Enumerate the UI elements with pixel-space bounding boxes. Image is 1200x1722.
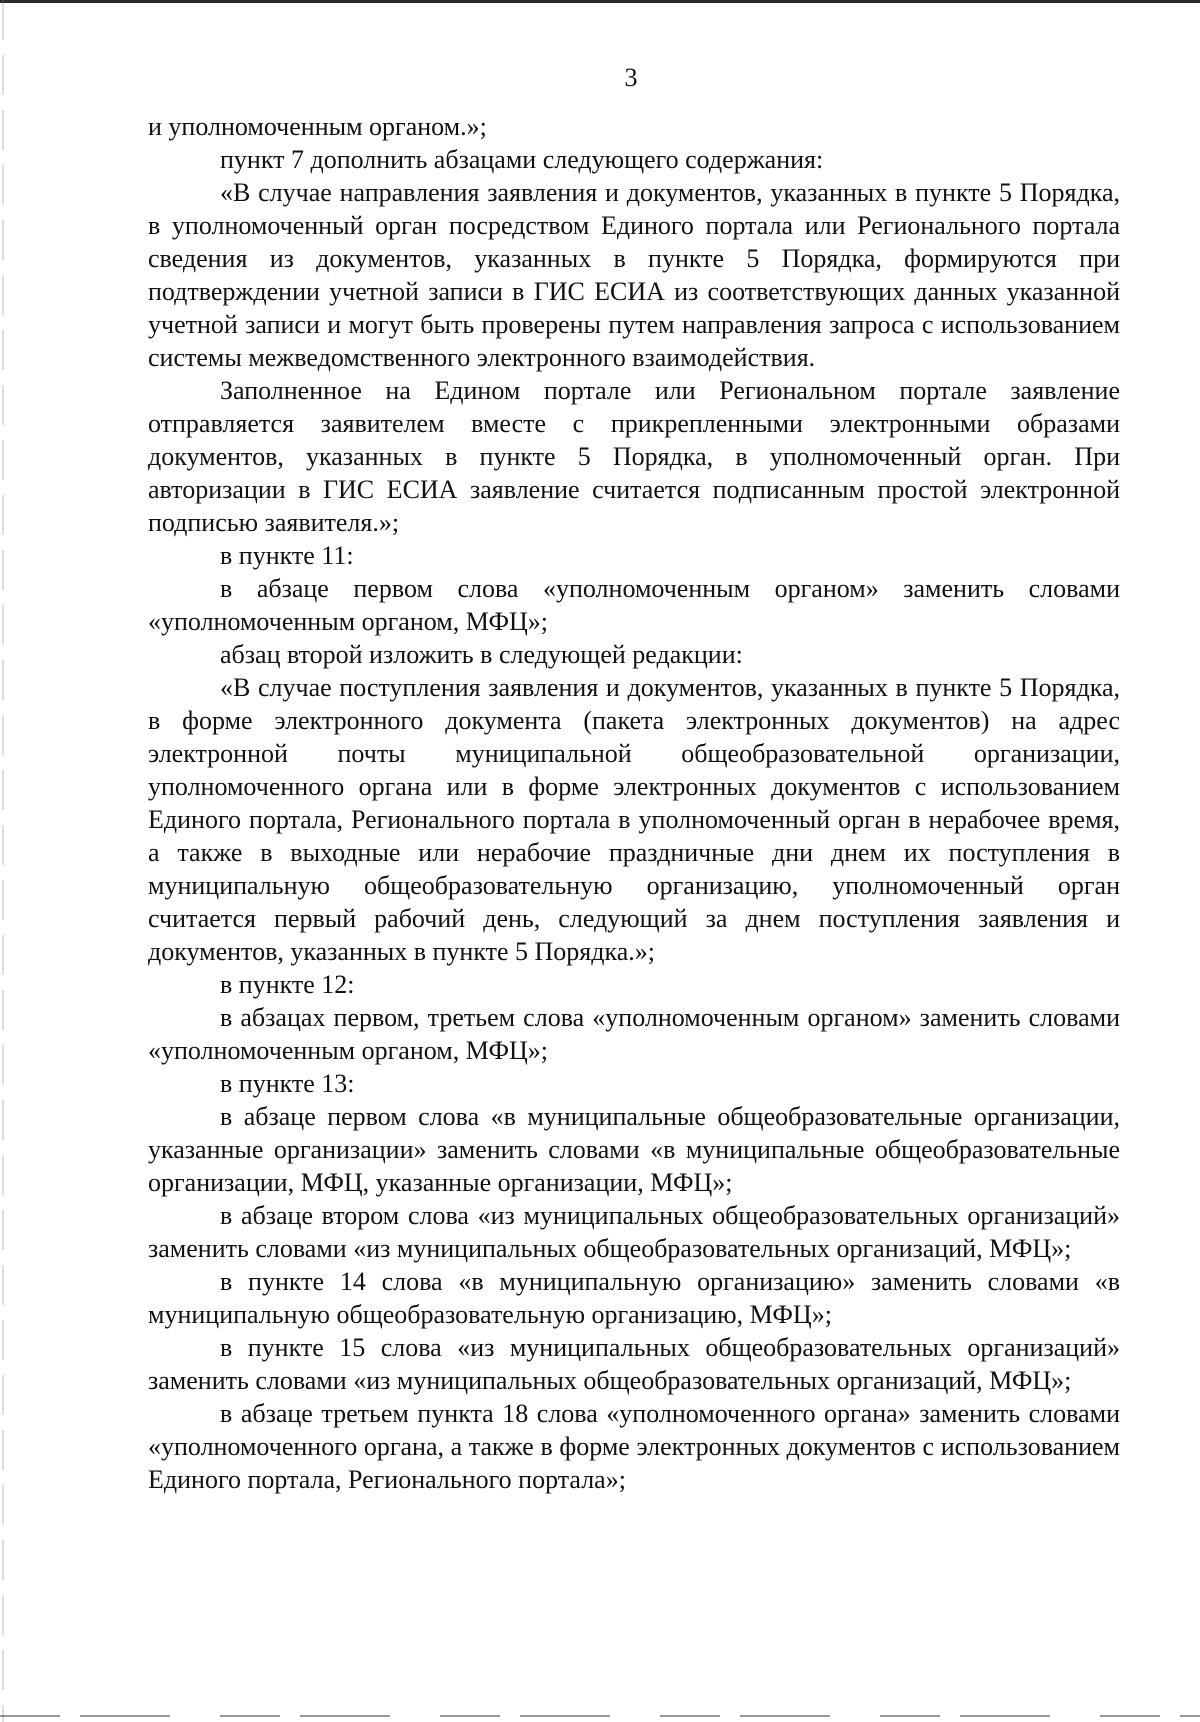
document-body [148, 110, 1120, 1496]
page-number: 3 [624, 63, 638, 92]
paragraph: «В случае направления заявления и документов, указанных в пункте 5 Порядка, в уполномоченный орган посредством Единого портала или Регионального портала сведения из документов, указанных в пункте 5 Порядка, формируются при подтверждении учетной записи в ГИС ЕСИА из соответствующих данных указанной учетной записи и могут быть проверены путем направления запроса с использованием системы межведомственного электронного взаимодействия. [148, 178, 1120, 372]
paragraph: Заполненное на Едином портале или Региональном портале заявление отправляется заявителем вместе с прикрепленными электронными образами документов, указанных в пункте 5 Порядка, в уполномоченный орган. При авторизации в ГИС ЕСИА заявление считается подписанным простой электронной подписью заявителя.»; [148, 376, 1120, 537]
paragraph: в пункте 14 слова «в муниципальную организацию» заменить словами «в муниципальную общеобразовательную организацию, МФЦ»; [148, 1267, 1120, 1329]
paragraph: в пункте 13: [220, 1069, 355, 1098]
paragraph: в пункте 15 слова «из муниципальных общеобразовательных организаций» заменить словами «из муниципальных общеобразовательных организаций, МФЦ»; [148, 1333, 1120, 1395]
paragraph: «В случае поступления заявления и документов, указанных в пункте 5 Порядка, в форме электронного документа (пакета электронных документов) на адрес электронной почты муниципальной общеобразовательной организации, уполномоченного органа или в форме электронных документов с использованием Единого портала, Регионального портала в уполномоченный орган в нерабочее время, а также в выходные или нерабочие праздничные дни днем их поступления в муниципальную общеобразовательную организацию, уполномоченный орган считается первый рабочий день, следующий за днем поступления заявления и документов, указанных в пункте 5 Порядка.»; [148, 673, 1120, 966]
paragraph: в абзаце первом слова «в муниципальные общеобразовательные организации, указанные организации» заменить словами «в муниципальные общеобразовательные организации, МФЦ, указанные организации, МФЦ»; [148, 1102, 1120, 1197]
paragraph: в абзацах первом, третьем слова «уполномоченным органом» заменить словами «уполномоченным органом, МФЦ»; [148, 1003, 1120, 1065]
paragraph: в абзаце втором слова «из муниципальных общеобразовательных организаций» заменить словами «из муниципальных общеобразовательных организаций, МФЦ»; [148, 1201, 1120, 1263]
paragraph: в абзаце первом слова «уполномоченным органом» заменить словами «уполномоченным органом, МФЦ»; [148, 574, 1120, 636]
paragraph: абзац второй изложить в следующей редакции: [220, 640, 743, 669]
scan-left-edge [2, 0, 4, 1722]
paragraph: пункт 7 дополнить абзацами следующего содержания: [220, 145, 824, 174]
paragraph: в абзаце третьем пункта 18 слова «уполномоченного органа» заменить словами «уполномоченного органа, а также в форме электронных документов с использованием Единого портала, Регионального портала»; [148, 1399, 1120, 1494]
scan-top-edge [0, 0, 1200, 3]
paragraph: в пункте 12: [220, 970, 355, 999]
scan-bottom-edge [0, 1715, 1200, 1717]
paragraph: в пункте 11: [220, 541, 354, 570]
paragraph: и уполномоченным органом.»; [148, 112, 487, 141]
